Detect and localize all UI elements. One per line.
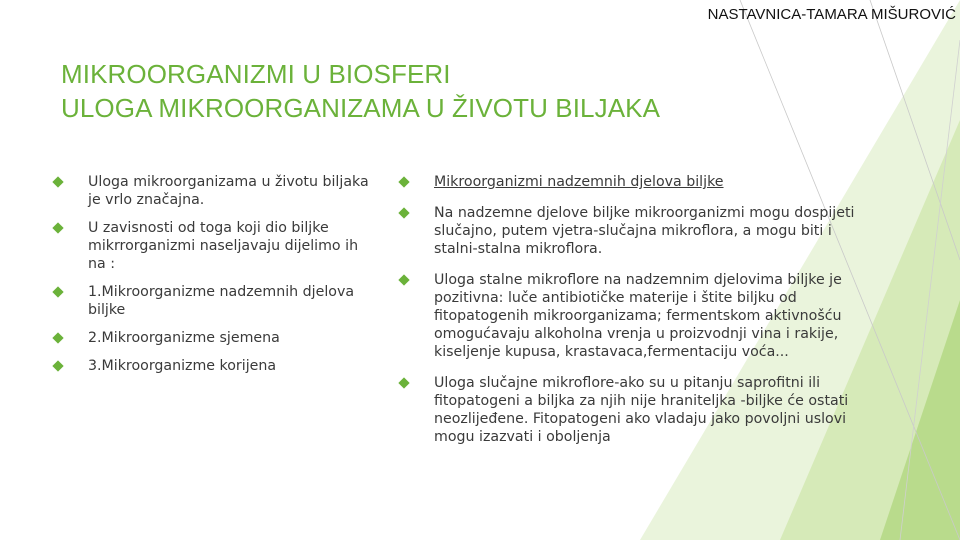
diamond-bullet-icon [398,207,409,218]
diamond-bullet-icon [398,176,409,187]
list-item-text: U zavisnosti od toga koji dio biljke mikrrorganizmi naseljavaju dijelimo ih na : [88,220,359,272]
diamond-bullet-icon [52,360,63,371]
list-item-text: 1.Mikroorganizme nadzemnih djelova biljke [88,284,355,318]
list-item [396,271,871,361]
list-item-text: 2.Mikroorganizme sjemena [88,330,280,346]
diamond-bullet-icon [52,176,63,187]
list-item [396,204,871,258]
diamond-bullet-icon [52,332,63,343]
diamond-bullet-icon [52,222,63,233]
slide-title-line-1: MIKROORGANIZMI U BIOSFERI [61,59,451,89]
diamond-bullet-icon [52,286,63,297]
diamond-bullet-icon [398,274,409,285]
right-bullet-list [396,173,871,446]
list-item [50,283,380,319]
list-item-text: Uloga stalne mikroflore na nadzemnim djelovima biljke je pozitivna: luče antibiotičke materije i štite biljku od fitopatogenih mikroorganizama; fermentskom aktivnošću omogućavaju alkoholna vrenja u proizvodnji vina i rakije, kiseljenje kupusa, krastavaca,fermentaciju voća... [434,272,842,360]
left-bullet-list [50,173,380,375]
diamond-bullet-icon [398,377,409,388]
list-item [396,374,871,446]
list-item [50,357,380,375]
list-item [50,219,380,273]
slide-title-line-2: ULOGA MIKROORGANIZAMA U ŽIVOTU BILJAKA [61,93,661,123]
list-item [50,173,380,209]
slide-title [61,57,660,125]
list-item [396,173,871,191]
left-column [50,173,380,385]
list-item-text: Uloga slučajne mikroflore-ako su u pitanju saprofitni ili fitopatogeni a biljka za njih nije hraniteljka -biljke će ostati neozlijeđene. Fitopatogeni ako vladaju jako povoljni uslovi mogu izazvati i oboljenja [434,375,849,445]
author-label: NASTAVNICA-TAMARA MIŠUROVIĆ [707,6,956,23]
list-item-text: Uloga mikroorganizama u životu biljaka je vrlo značajna. [88,174,369,208]
right-column [396,173,871,459]
section-heading: Mikroorganizmi nadzemnih djelova biljke [434,174,724,190]
list-item [50,329,380,347]
list-item-text: Na nadzemne djelove biljke mikroorganizmi mogu dospijeti slučajno, putem vjetra-slučajna mikroflora, a mogu biti i stalni-stalna mikroflora. [434,205,855,257]
list-item-text: 3.Mikroorganizme korijena [88,358,277,374]
